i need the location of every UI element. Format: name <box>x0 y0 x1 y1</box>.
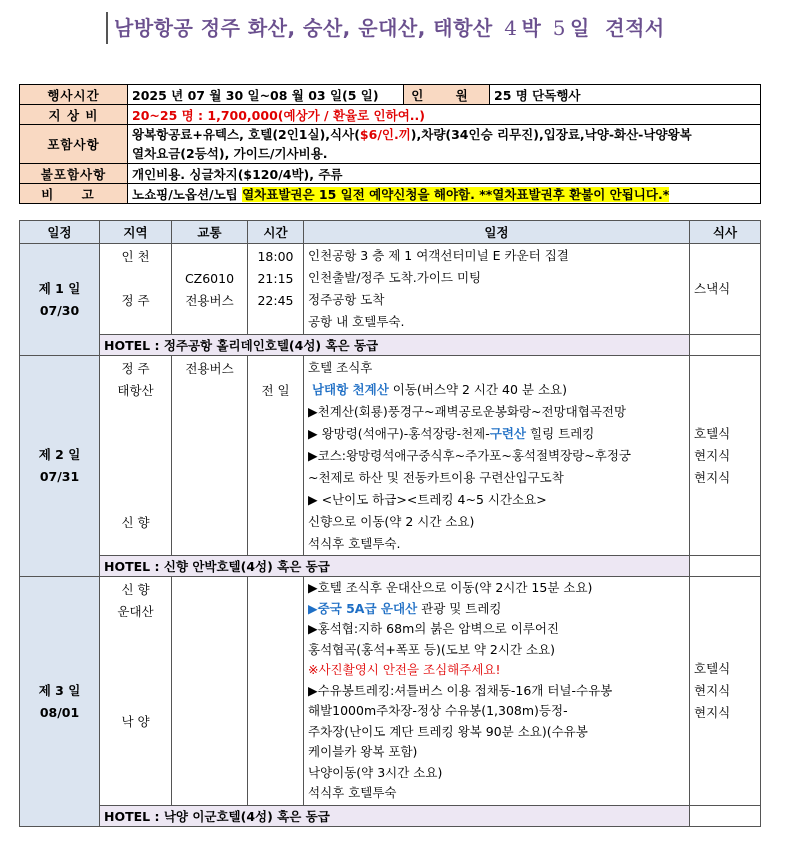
header-region: 지역 <box>100 221 172 244</box>
title-days-number: 5 <box>552 16 566 40</box>
price-label: 지 상 비 <box>20 105 128 125</box>
list-item: 케이블카 왕복 포함) <box>308 744 418 759</box>
included-line2: 열차요금(2등석), 가이드/기사비용. <box>132 146 328 161</box>
list-item: 석식후 호텔투숙. <box>308 536 401 551</box>
excluded-label: 불포함사항 <box>20 164 128 184</box>
list-item: 남태항 천계산 이동(버스약 2 시간 40 분 소요) <box>311 382 567 397</box>
day3-label: 제 3 일 08/01 <box>20 577 100 827</box>
included-label: 포함사항 <box>20 125 128 164</box>
title-days-word: 일 <box>569 16 590 40</box>
schedule-row <box>20 85 761 105</box>
price-value: 20~25 명 : 1,700,000(예상가 / 환율로 인하여..) <box>128 105 761 125</box>
list-item: ▶천계산(회룡)풍경구~괘벽공로운봉화랑~전망대협곡전망 <box>308 404 627 419</box>
excluded-value: 개인비용. 싱글차지($120/4박), 주류 <box>128 164 761 184</box>
list-item: 해발1000m주차장-정상 수유봉(1,308m)등정- <box>308 703 568 718</box>
day2-hotel-blank <box>690 556 761 577</box>
day1-label: 제 1 일 07/30 <box>20 244 100 356</box>
day3-row <box>20 577 761 806</box>
day2-hotel-row <box>20 556 761 577</box>
header-itinerary: 일정 <box>304 221 690 244</box>
people-value: 25 명 단독행사 <box>490 85 761 105</box>
list-item: 인천출발/정주 도착.가이드 미팅 <box>308 270 482 285</box>
list-item: ▶수유봉트레킹:셔틀버스 이용 접채동-16개 터널-수유봉 <box>308 682 613 698</box>
note-label: 비 고 <box>20 184 128 204</box>
header-transport: 교통 <box>172 221 248 244</box>
schedule-header-row <box>20 221 761 244</box>
header-day: 일정 <box>20 221 100 244</box>
list-item: 공항 내 호텔투숙. <box>308 314 405 329</box>
included-line1-a: 왕복항공료+유텍스, 호텔(2인1실),식사( <box>132 127 360 142</box>
day1-regions: 인 천 정 주 <box>100 244 172 335</box>
day3-hotel-blank <box>690 806 761 827</box>
day2-hotel: HOTEL : 신향 안박호텔(4성) 혹은 동급 <box>100 556 690 577</box>
list-item: 인천공항 3 층 제 1 여객선터미널 E 카운터 집결 <box>308 248 569 263</box>
excluded-row <box>20 164 761 184</box>
day3-hotel: HOTEL : 낙양 이군호텔(4성) 혹은 동급 <box>100 806 690 827</box>
title-nights-number: 4 <box>504 16 518 40</box>
day3-transport <box>172 577 248 806</box>
day1-hotel-blank <box>690 335 761 356</box>
day3-regions: 신 향 운대산 낙 양 <box>100 577 172 806</box>
list-item: 홍석협곡(홍석+폭포 등)(도보 약 2시간 소요) <box>308 641 556 657</box>
list-item: ▶중국 5A급 운대산 관광 및 트레킹 <box>308 600 502 616</box>
day3-time <box>248 577 304 806</box>
day1-times: 18:00 21:15 22:45 <box>248 244 304 335</box>
list-item: ▶ <난이도 하급><트레킹 4~5 시간소요> <box>308 492 547 507</box>
header-meal: 식사 <box>690 221 761 244</box>
list-item: ▶코스:왕망령석애구중식후~주가포~홍석절벽장랑~후정궁 <box>308 448 631 463</box>
schedule-value: 2025 년 07 월 30 일~08 월 03 일(5 일) <box>128 85 404 105</box>
included-line1-b: ),차량(34인승 리무진),입장료,낙양-화산-낙양왕복 <box>410 127 692 142</box>
note-value <box>128 184 761 204</box>
schedule-label: 행사시간 <box>20 85 128 105</box>
header-time: 시간 <box>248 221 304 244</box>
day3-meals: 호텔식 현지식 현지식 <box>690 577 761 806</box>
day1-itinerary <box>304 244 690 335</box>
list-item: ~천제로 하산 및 전동카트이용 구련산입구도착 <box>308 470 564 485</box>
day1-row <box>20 244 761 335</box>
note-plain: 노쇼핑/노옵션/노팁 <box>132 186 238 202</box>
day2-row <box>20 356 761 556</box>
included-meal-price: $6/인.끼 <box>359 127 411 142</box>
list-item: 신향으로 이동(약 2 시간 소요) <box>308 514 475 529</box>
included-row <box>20 125 761 164</box>
note-highlight: 열차표발권은 15 일전 예약신청을 해야함. **열차표발권후 환불이 안됩니다.* <box>242 186 670 202</box>
page-title <box>106 12 665 44</box>
day1-transport: CZ6010 전용버스 <box>172 244 248 335</box>
day2-label: 제 2 일 07/31 <box>20 356 100 577</box>
list-item: 호텔 조식후 <box>308 360 373 375</box>
day1-hotel-row <box>20 335 761 356</box>
day2-regions: 정 주 태항산 신 향 <box>100 356 172 556</box>
list-item: 정주공항 도착 <box>308 292 385 307</box>
list-item: ▶호텔 조식후 운대산으로 이동(약 2시간 15분 소요) <box>308 580 593 595</box>
list-item: ▶홍석협:지하 68m의 붉은 암벽으로 이루어진 <box>308 621 560 636</box>
day3-itinerary <box>304 577 690 806</box>
day2-meals: 호텔식 현지식 현지식 <box>690 356 761 556</box>
list-item: 낙양이동(약 3시간 소요) <box>308 764 443 780</box>
list-item: ▶ 왕망령(석애구)-홍석장랑-천제-구련산 힐링 트레킹 <box>308 426 595 441</box>
schedule-table <box>19 220 761 827</box>
info-table <box>19 84 761 204</box>
list-item: 석식후 호텔투숙 <box>308 785 397 800</box>
list-item: 주차장(난이도 계단 트레킹 왕복 90분 소요)(수유봉 <box>308 723 588 739</box>
title-tail: 견적서 <box>605 16 665 40</box>
day2-itinerary <box>304 356 690 556</box>
note-row <box>20 184 761 204</box>
included-value <box>128 125 761 164</box>
day1-hotel: HOTEL : 정주공항 홀리데인호텔(4성) 혹은 동급 <box>100 335 690 356</box>
people-label: 인 원 <box>404 85 490 105</box>
day2-transport: 전용버스 <box>172 356 248 556</box>
day3-hotel-row <box>20 806 761 827</box>
title-main: 남방항공 정주 화산, 숭산, 운대산, 태항산 <box>114 16 493 40</box>
title-nights-word: 박 <box>521 16 542 40</box>
list-item: ※사진촬영시 안전을 조심해주세요! <box>308 662 501 677</box>
price-row <box>20 105 761 125</box>
day2-time: 전 일 <box>248 356 304 556</box>
day1-meal: 스낵식 <box>690 244 761 335</box>
